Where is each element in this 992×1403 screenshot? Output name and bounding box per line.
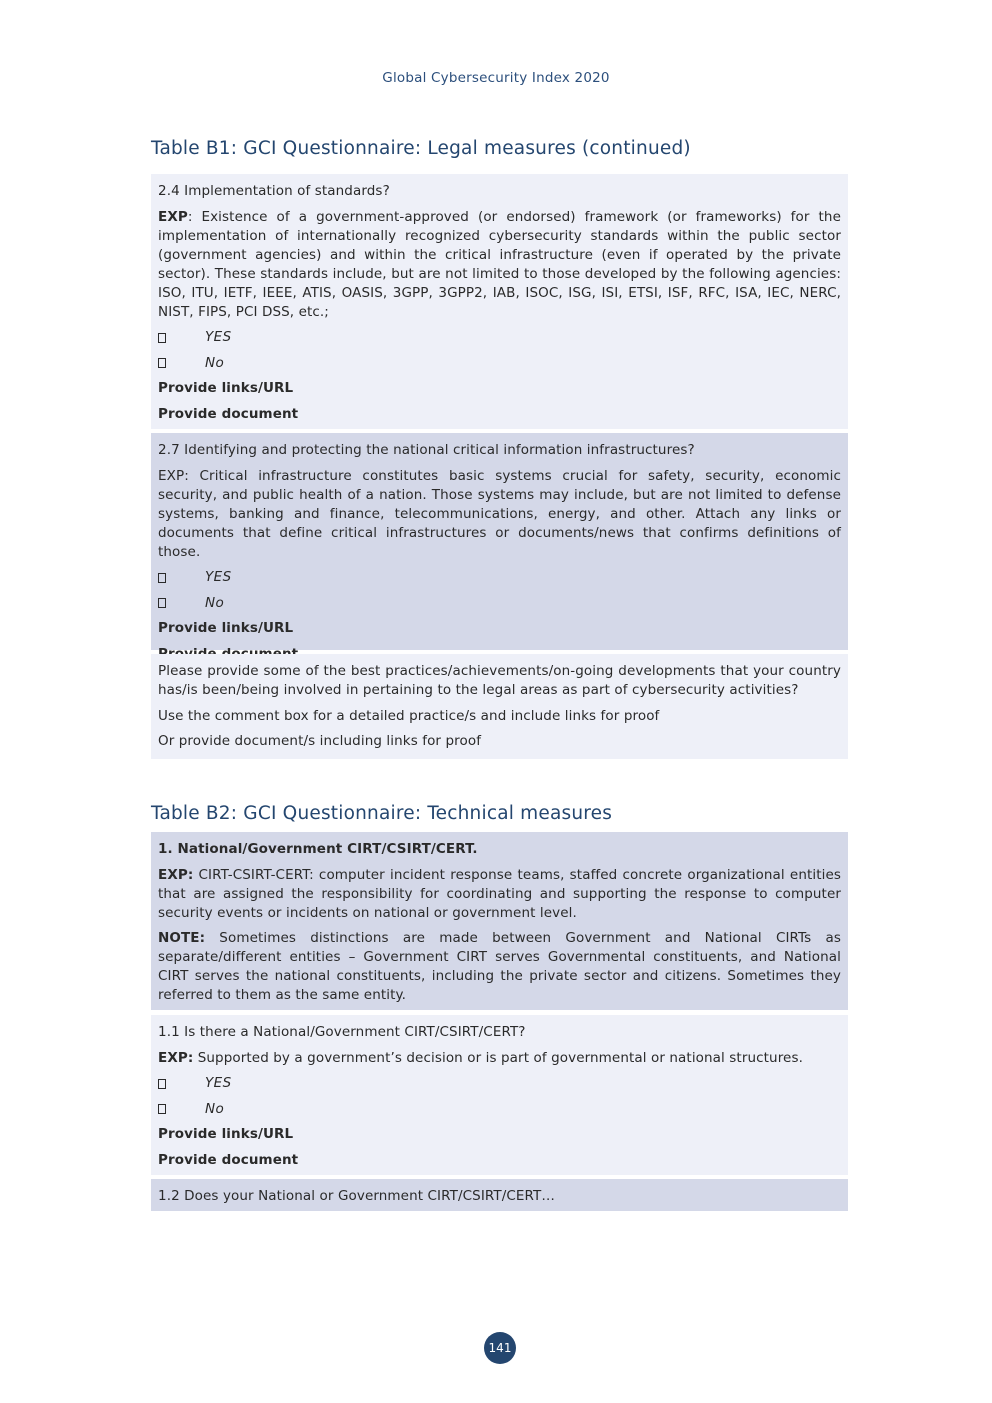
provide-links-label: Provide links/URL xyxy=(158,1126,294,1142)
option-no-label: No xyxy=(205,1100,225,1117)
option-yes[interactable] xyxy=(158,568,841,587)
question-1-2-text: 1.2 Does your National or Government CIRT/CSIRT/CERT… xyxy=(158,1188,555,1204)
question-1-2-block xyxy=(151,1179,848,1211)
checkbox-no[interactable] xyxy=(158,1104,166,1114)
question-2-4-block xyxy=(151,174,848,429)
note-label: NOTE: xyxy=(158,930,206,946)
exp-label: EXP xyxy=(158,208,188,225)
option-no[interactable] xyxy=(158,594,841,613)
option-yes-label: YES xyxy=(205,1075,232,1091)
question-2-4-text: 2.4 Implementation of standards? xyxy=(158,183,390,199)
question-1-1-text: 1.1 Is there a National/Government CIRT/CSIRT/CERT? xyxy=(158,1024,526,1040)
provide-links-label: Provide links/URL xyxy=(158,620,294,636)
question-2-7-text: 2.7 Identifying and protecting the national critical information infrastructures? xyxy=(158,442,695,458)
checkbox-yes[interactable] xyxy=(158,1079,166,1089)
option-yes-label: YES xyxy=(205,569,232,585)
checkbox-yes[interactable] xyxy=(158,573,166,583)
section-1-explanation xyxy=(158,866,841,923)
section-1-heading: 1. National/Government CIRT/CSIRT/CERT. xyxy=(158,841,478,857)
table-b2-title: Table B2: GCI Questionnaire: Technical measures xyxy=(151,803,613,824)
option-no[interactable] xyxy=(158,354,841,373)
best-practices-block xyxy=(151,654,848,759)
running-header: Global Cybersecurity Index 2020 xyxy=(382,70,610,86)
option-no-label: No xyxy=(205,354,225,371)
section-1-note xyxy=(158,929,841,1005)
question-2-4-explanation xyxy=(158,208,841,322)
checkbox-no[interactable] xyxy=(158,358,166,368)
exp-text: CIRT-CSIRT-CERT: computer incident response teams, staffed concrete organizational entities that are assigned the responsibility for coordinating and supporting the response to computer security events or incidents on national or government level. xyxy=(158,866,841,921)
question-1-1-block xyxy=(151,1015,848,1175)
option-no-label: No xyxy=(205,594,225,611)
question-2-7-block xyxy=(151,433,848,650)
section-1-block xyxy=(151,832,848,1010)
note-text: Sometimes distinctions are made between Government and National CIRTs as separate/different entities – Government CIRT serves Governmental constituents, and National CIRT serves the national constituents, including the private sector and citizens. Sometimes they referred to them as the same entity. xyxy=(158,930,841,1003)
option-yes[interactable] xyxy=(158,328,841,347)
provide-links-label: Provide links/URL xyxy=(158,380,294,396)
checkbox-yes[interactable] xyxy=(158,333,166,343)
exp-label: EXP: xyxy=(158,1049,194,1066)
table-b1-title: Table B1: GCI Questionnaire: Legal measures (continued) xyxy=(151,138,691,159)
provide-document-label: Provide document xyxy=(158,1151,299,1168)
option-no[interactable] xyxy=(158,1100,841,1119)
comment-box-instruction: Use the comment box for a detailed practice/s and include links for proof xyxy=(158,707,660,724)
exp-label: EXP: xyxy=(158,866,194,883)
provide-document-label: Provide document xyxy=(158,405,299,422)
option-yes[interactable] xyxy=(158,1074,841,1093)
checkbox-no[interactable] xyxy=(158,598,166,608)
best-practices-prompt: Please provide some of the best practices/achievements/on-going developments that your country has/is been/being involved in pertaining to the legal areas as part of cybersecurity activities? xyxy=(158,663,841,698)
exp-text: : Existence of a government-approved (or endorsed) framework (or frameworks) for the implementation of internationally recognized cybersecurity standards within the public sector (government agencies) and within the critical infrastructure (even if operated by the private sector). These standards include, but are not limited to those developed by the following agencies: ISO, ITU, IETF, IEEE, ATIS, OASIS, 3GPP, 3GPP2, IAB, ISOC, ISG, ISI, ETSI, ISF, RFC, ISA, IEC, NERC, NIST, FIPS, PCI DSS, etc.; xyxy=(158,208,841,320)
question-1-1-explanation xyxy=(158,1049,841,1068)
question-2-7-explanation: EXP: Critical infrastructure constitutes basic systems crucial for safety, security, economic security, and public health of a nation. Those systems may include, but are not limited to defense systems, banking and finance, telecommunications, energy, and other. Attach any links or documents that define critical infrastructures or documents/news that confirms definitions of those. xyxy=(158,467,841,560)
document-instruction: Or provide document/s including links for proof xyxy=(158,733,482,749)
page-number-badge: 141 xyxy=(484,1332,516,1364)
exp-text: Supported by a government’s decision or is part of governmental or national structures. xyxy=(193,1049,803,1066)
option-yes-label: YES xyxy=(205,329,232,345)
